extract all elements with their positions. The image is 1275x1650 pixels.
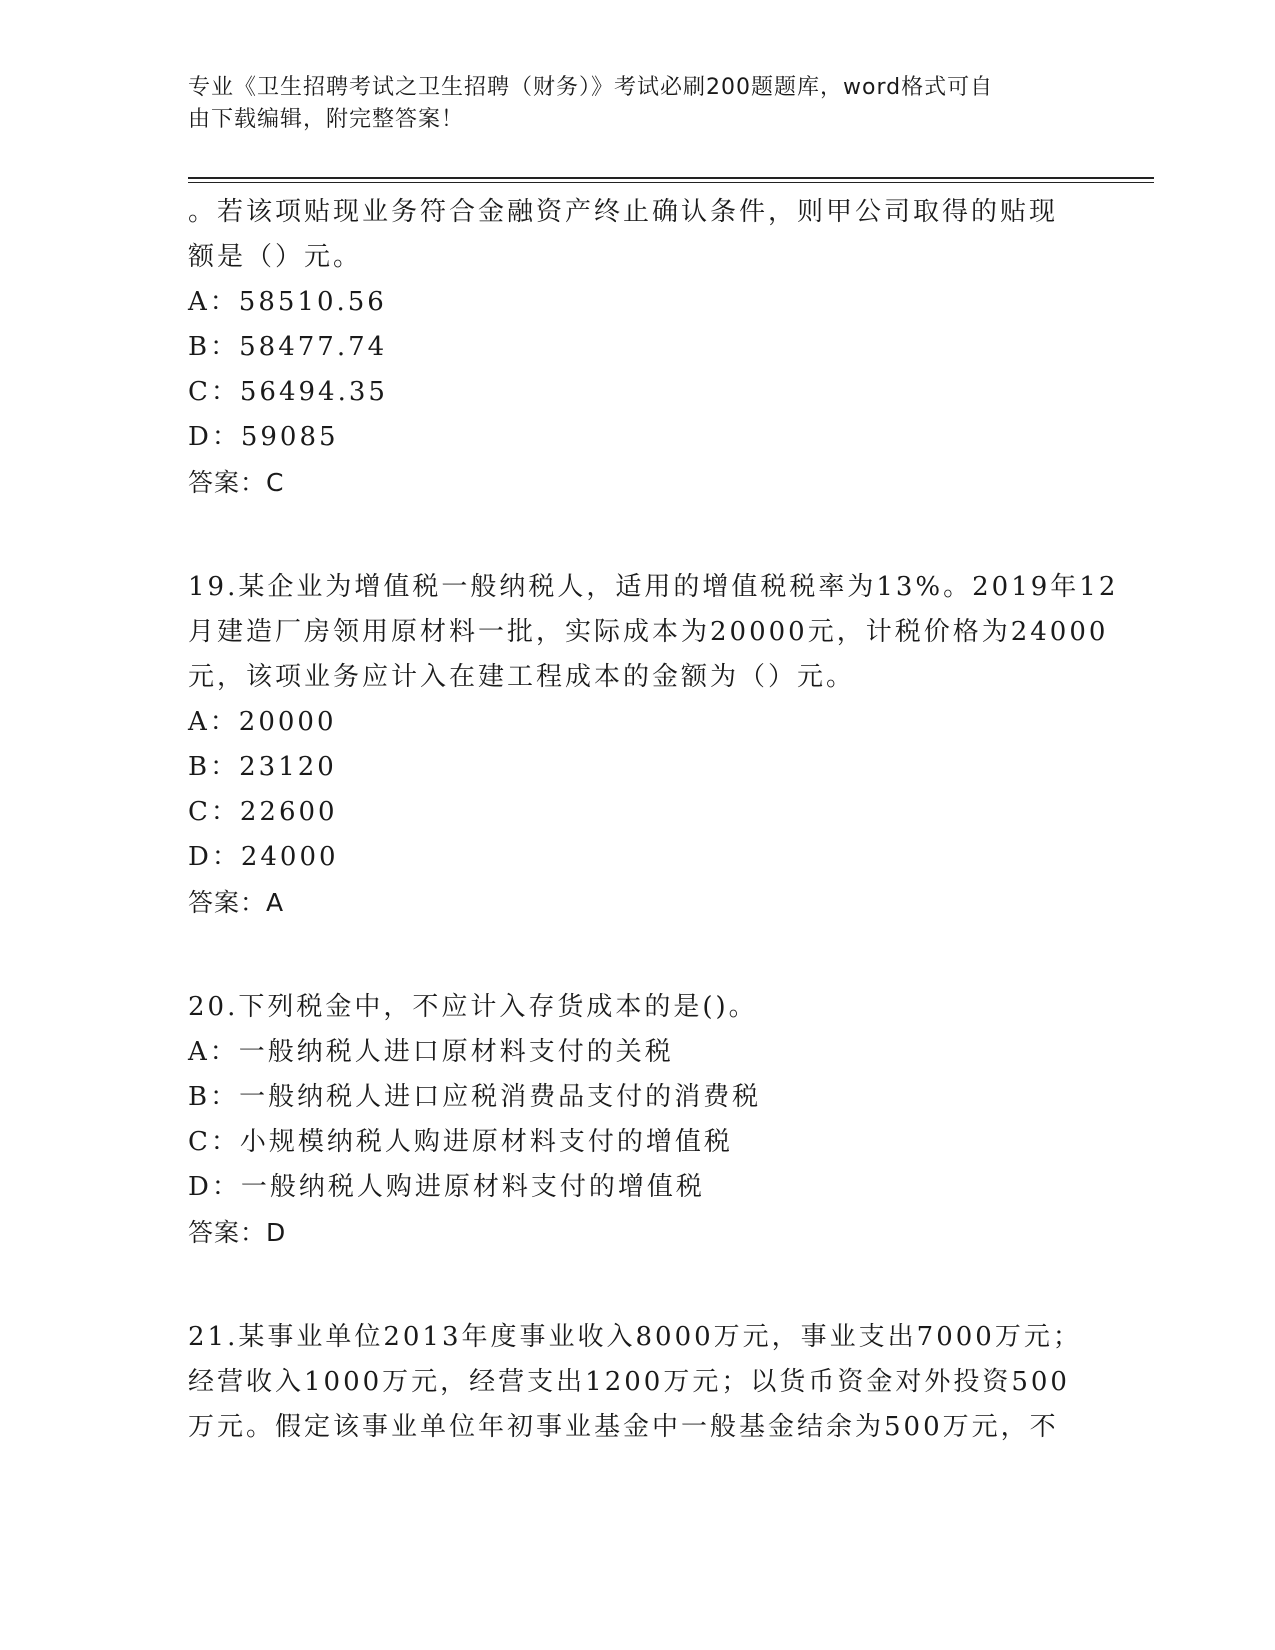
question-text-line: 经营收入1000万元，经营支出1200万元；以货币资金对外投资500 [188,1367,1070,1397]
spacer [188,925,1088,985]
question-text-line: 21.某事业单位2013年度事业收入8000万元，事业支出7000万元； [188,1322,1082,1352]
option-d: D：59085 [188,422,339,452]
header-line-1: 专业《卫生招聘考试之卫生招聘（财务）》考试必刷200题题库，word格式可自 [188,75,994,100]
question-text-line: 19.某企业为增值税一般纳税人，适用的增值税税率为13%。2019年12 [188,572,1119,602]
header-line-2: 由下载编辑，附完整答案！ [188,107,465,132]
question-21 [188,1315,1088,1450]
document-header [188,72,1088,136]
question-text-line: 额是（）元。 [188,242,363,272]
question-text-line: 月建造厂房领用原材料一批，实际成本为20000元，计税价格为24000 [188,617,1109,647]
option-c: C：22600 [188,797,338,827]
question-text-line: 20.下列税金中，不应计入存货成本的是()。 [188,992,758,1022]
question-text-line: 万元。假定该事业单位年初事业基金中一般基金结余为500万元，不 [188,1412,1059,1442]
question-18 [188,190,1088,505]
option-d: D：一般纳税人购进原材料支付的增值税 [188,1172,705,1202]
option-b: B：58477.74 [188,332,388,362]
answer: 答案：A [188,888,285,917]
answer: 答案：D [188,1218,287,1247]
option-a: A：20000 [188,707,337,737]
spacer [188,505,1088,565]
option-c: C：56494.35 [188,377,388,407]
option-b: B：一般纳税人进口应税消费品支付的消费税 [188,1082,762,1112]
option-c: C：小规模纳税人购进原材料支付的增值税 [188,1127,733,1157]
question-text-line: 。若该项贴现业务符合金融资产终止确认条件，则甲公司取得的贴现 [188,197,1059,227]
header-divider-thick [188,177,1154,179]
question-20 [188,985,1088,1255]
spacer [188,1255,1088,1315]
answer: 答案：C [188,468,285,497]
option-a: A：一般纳税人进口原材料支付的关税 [188,1037,674,1067]
question-text-line: 元，该项业务应计入在建工程成本的金额为（）元。 [188,662,856,692]
option-b: B：23120 [188,752,337,782]
header-divider-thin [188,182,1154,183]
option-d: D：24000 [188,842,339,872]
document-body [188,190,1119,1450]
option-a: A：58510.56 [188,287,387,317]
question-19 [188,565,1119,925]
